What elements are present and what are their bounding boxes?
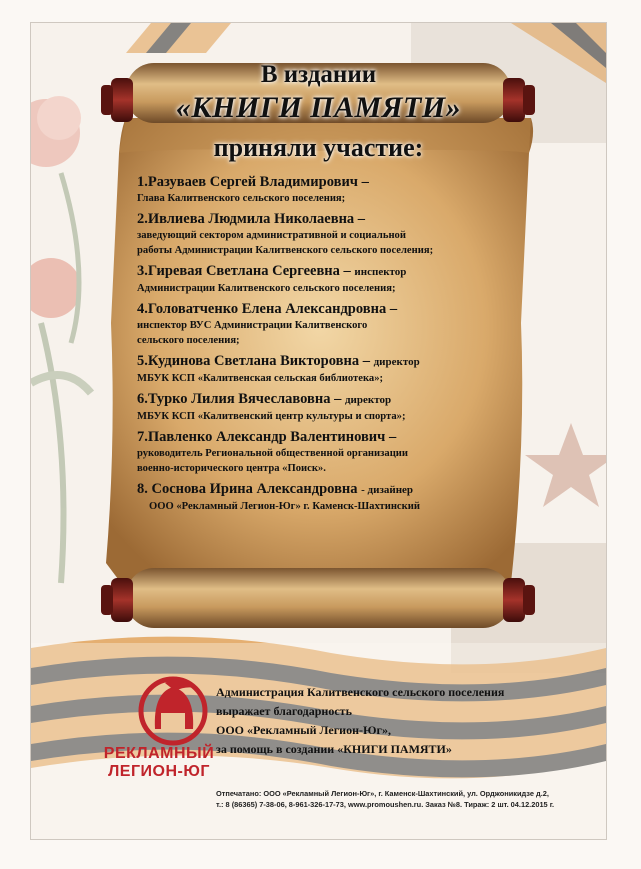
participant-role-inline: инспектор [354,266,407,278]
participant-role-inline: директор [373,356,420,368]
participant-role-line: МБУК КСП «Калитвенский центр культуры и спорта»; [137,411,406,422]
participant-name-text: 5.Кудинова Светлана Викторовна – [137,353,370,369]
participant-item [137,390,547,424]
participant-role-line: Администрации Калитвенского сельского поселения; [137,283,396,294]
participant-item [137,173,547,206]
participant-role-line: сельского поселения; [137,335,240,346]
participant-name-text: 1.Разуваев Сергей Владимирович – [137,174,369,190]
participant-role-line: руководитель Региональной общественной организации [137,448,409,459]
gratitude-line-2: выражает благодарность [216,704,352,718]
imprint-block [216,788,601,810]
carnation-flower-icon [31,96,91,583]
participant-role-line: МБУК КСП «Калитвенская сельская библиотека»; [137,373,384,384]
gratitude-line-3: ООО «Рекламный Легион-Юг», [216,723,391,737]
logo-text-line-1: РЕКЛАМНЫЙ [103,745,215,762]
participant-item [137,352,547,386]
participant-name-text: 4.Головатченко Елена Александровна – [137,301,398,317]
gratitude-line-1: Администрация Калитвенского сельского поселения [216,685,505,699]
heading-line-3: приняли участие: [213,133,424,162]
participant-role-line: ООО «Рекламный Легион-Юг» г. Каменск-Шахтинский [149,501,420,512]
participant-name [137,173,547,191]
participant-role-inline: - дизайнер [361,484,414,496]
participant-name [137,210,547,228]
logo-text-line-2: ЛЕГИОН-ЮГ [108,763,210,780]
participant-name-text: 2.Ивлиева Людмила Николаевна – [137,211,366,227]
heading-line-1: В издании [260,61,377,88]
participant-name-text: 3.Гиревая Светлана Сергеевна – [137,263,351,279]
participant-role-inline: директор [344,394,392,406]
heading-book-title: «КНИГИ ПАМЯТИ» [175,91,462,124]
participant-name [137,262,547,281]
participant-item [137,300,547,348]
participant-name [137,300,547,318]
participant-name [137,428,547,446]
participant-name [137,352,547,371]
participant-name [137,390,547,409]
imprint-line-1: Отпечатано: ООО «Рекламный Легион-Юг», г. Каменск-Шахтинский, ул. Орджоникидзе д.2, [216,789,549,798]
participant-name-text: 7.Павленко Александр Валентинович – [137,429,397,445]
gratitude-line-4: за помощь в создании «КНИГИ ПАМЯТИ» [216,742,452,756]
participant-role-line: инспектор ВУС Администрации Калитвенского [137,320,368,331]
participant-role-line: работы Администрации Калитвенского сельского поселения; [137,245,434,256]
participant-item [137,262,547,296]
poster-frame [30,22,607,840]
participant-role-line: Глава Калитвенского сельского поселения; [137,193,346,204]
participant-name [137,480,547,499]
participant-name-text: 8. Соснова Ирина Александровна [137,481,358,497]
participant-name-text: 6.Турко Лилия Вячеславовна – [137,391,342,407]
participant-item [137,210,547,258]
scroll-bottom-roll [126,568,511,628]
participant-role-line: военно-исторического центра «Поиск». [137,463,326,474]
participant-role-line: заведующий сектором административной и социальной [137,230,406,241]
participant-item [137,428,547,476]
participants-list [137,173,547,518]
imprint-line-2: т.: 8 (86365) 7-38-06, 8-961-326-17-73, www.promoushen.ru. Заказ №8. Тираж: 2 шт. 04.12.2015 г. [216,800,555,809]
gratitude-block [216,683,596,759]
participant-item [137,480,547,514]
